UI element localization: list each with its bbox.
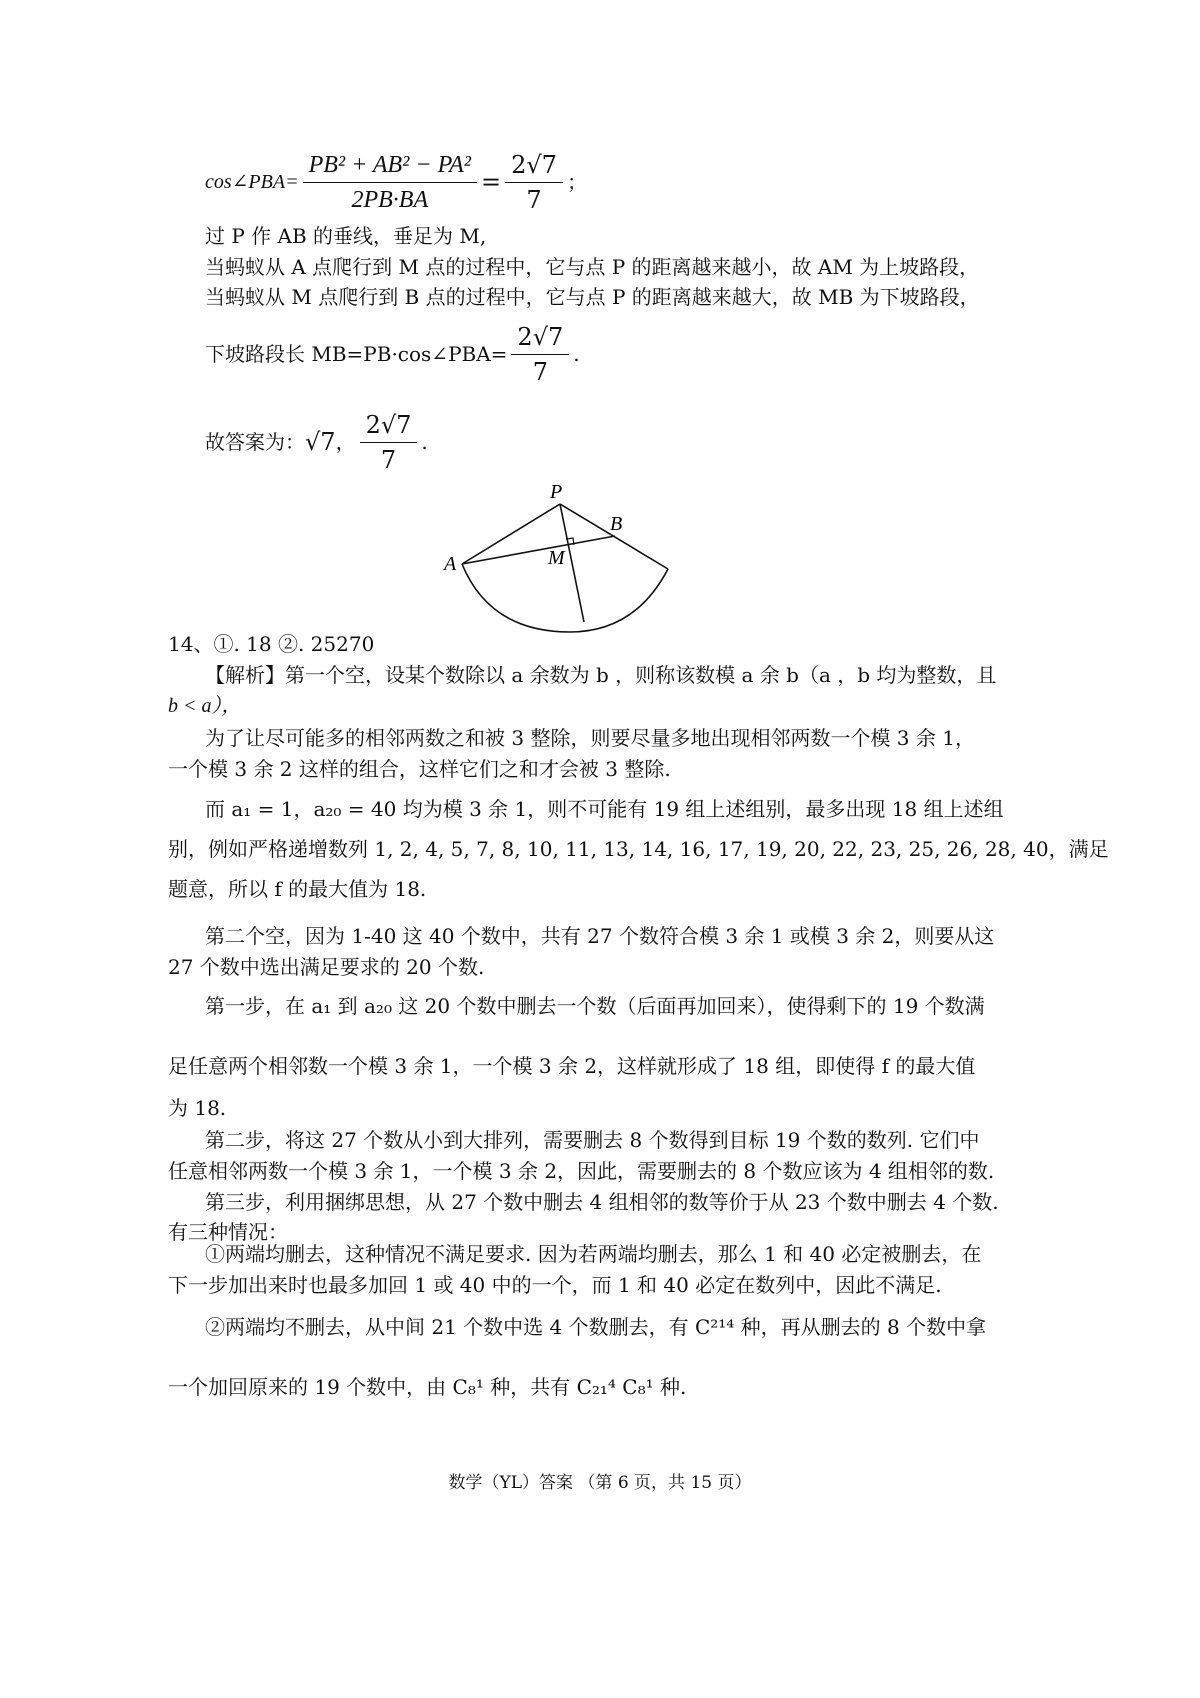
fraction-result <box>505 150 563 215</box>
formula-cos-pba <box>205 150 587 214</box>
result-numerator: 2√7 <box>505 150 563 183</box>
answer-numerator: 2√7 <box>360 410 418 443</box>
fraction-denominator: 2PB·BA <box>351 186 429 213</box>
equals-sign: = <box>481 168 502 196</box>
answer-sep: ， <box>335 430 356 454</box>
sector-figure <box>420 482 720 642</box>
formula-tail: . <box>573 342 580 366</box>
label-m: M <box>548 547 565 569</box>
text-line: 一个加回原来的 19 个数中，由 C₈¹ 种，共有 C₂₁⁴ C₈¹ 种. <box>168 1375 687 1399</box>
answer-tail: . <box>421 430 428 454</box>
answer-prefix: 故答案为： <box>205 430 305 454</box>
text-line: 任意相邻两数一个模 3 余 1，一个模 3 余 2，因此，需要删去的 8 个数应该为 4 组相邻的数. <box>168 1159 995 1183</box>
text-line: 足任意两个相邻数一个模 3 余 1，一个模 3 余 2，这样就形成了 18 组，即使得 f 的最大值 <box>168 1054 976 1078</box>
text-line: 第二步，将这 27 个数从小到大排列，需要删去 8 个数得到目标 19 个数的数列. 它们中 <box>205 1128 980 1152</box>
result-denominator: 7 <box>532 357 548 386</box>
fraction-numerator: PB² + AB² − PA² <box>303 150 477 183</box>
text-line: ②两端均不删去，从中间 21 个数中选 4 个数删去，有 C²¹⁴ 种，再从删去的 8 个数中拿 <box>205 1315 987 1339</box>
text-line: ①两端均删去，这种情况不满足要求. 因为若两端均删去，那么 1 和 40 必定被删去，在 <box>205 1242 982 1266</box>
formula-downhill-length <box>205 322 580 386</box>
answer-first: √7 <box>305 428 336 456</box>
formula-prefix: 下坡路段长 MB=PB·cos∠PBA= <box>205 342 508 366</box>
text-line: b < a）， <box>168 695 242 717</box>
text-line: 过 P 作 AB 的垂线，垂足为 M, <box>205 224 487 248</box>
formula-lhs: cos∠PBA= <box>205 171 299 193</box>
text-line: 为了让尽可能多的相邻两数之和被 3 整除，则要尽量多地出现相邻两数一个模 3 余 1， <box>205 726 975 750</box>
text-line: 当蚂蚁从 M 点爬行到 B 点的过程中，它与点 P 的距离越来越大，故 MB 为下坡路段， <box>205 285 980 309</box>
fraction-result <box>511 322 569 387</box>
text-line: 一个模 3 余 2 这样的组合，这样它们之和才会被 3 整除. <box>168 757 671 781</box>
text-line: 题意，所以 f 的最大值为 18. <box>168 877 427 901</box>
text-line: 当蚂蚁从 A 点爬行到 M 点的过程中，它与点 P 的距离越来越小，故 AM 为上坡路段， <box>205 255 980 279</box>
label-a: A <box>444 553 457 575</box>
text-line: 别，例如严格递增数列 1, 2, 4, 5, 7, 8, 10, 11, 13, 14, 16, 17, 19, 20, 22, 23, 25, 26, 28, 40，满足 <box>168 837 1109 861</box>
answer-13 <box>205 410 428 474</box>
formula-tail: ； <box>566 170 587 194</box>
sector-arc <box>462 564 668 632</box>
text-line: 【解析】第一个空，设某个数除以 a 余数为 b ，则称该数模 a 余 b（a ，b 均为整数，且 <box>205 663 997 687</box>
q14-header: 14、①. 18 ②. 25270 <box>168 632 375 656</box>
answer-denominator: 7 <box>380 445 397 474</box>
fraction-law-of-cosines <box>303 150 477 215</box>
label-p: P <box>550 482 563 503</box>
text-line: 第三步，利用捆绑思想，从 27 个数中删去 4 组相邻的数等价于从 23 个数中删去 4 个数. <box>205 1190 999 1214</box>
text-line: 有三种情况： <box>168 1220 288 1244</box>
text-line: 为 18. <box>168 1096 227 1120</box>
result-numerator: 2√7 <box>511 322 569 355</box>
page-footer: 数学（YL）答案 （第 6 页，共 15 页） <box>448 1473 752 1493</box>
text-line: 第二个空，因为 1-40 这 40 个数中，共有 27 个数符合模 3 余 1 或模 3 余 2，则要从这 <box>205 924 995 948</box>
result-denominator: 7 <box>526 185 542 214</box>
text-line: 第一步，在 a₁ 到 a₂₀ 这 20 个数中删去一个数（后面再加回来），使得剩下的 19 个数满 <box>205 994 985 1018</box>
text-line: 下一步加出来时也最多加回 1 或 40 中的一个，而 1 和 40 必定在数列中，因此不满足. <box>168 1273 942 1297</box>
answer-fraction <box>360 410 418 475</box>
text-line: 27 个数中选出满足要求的 20 个数. <box>168 955 485 979</box>
text-line: 而 a₁ = 1，a₂₀ = 40 均为模 3 余 1，则不可能有 19 组上述组别，最多出现 18 组上述组 <box>205 797 1004 821</box>
label-b: B <box>610 513 623 535</box>
